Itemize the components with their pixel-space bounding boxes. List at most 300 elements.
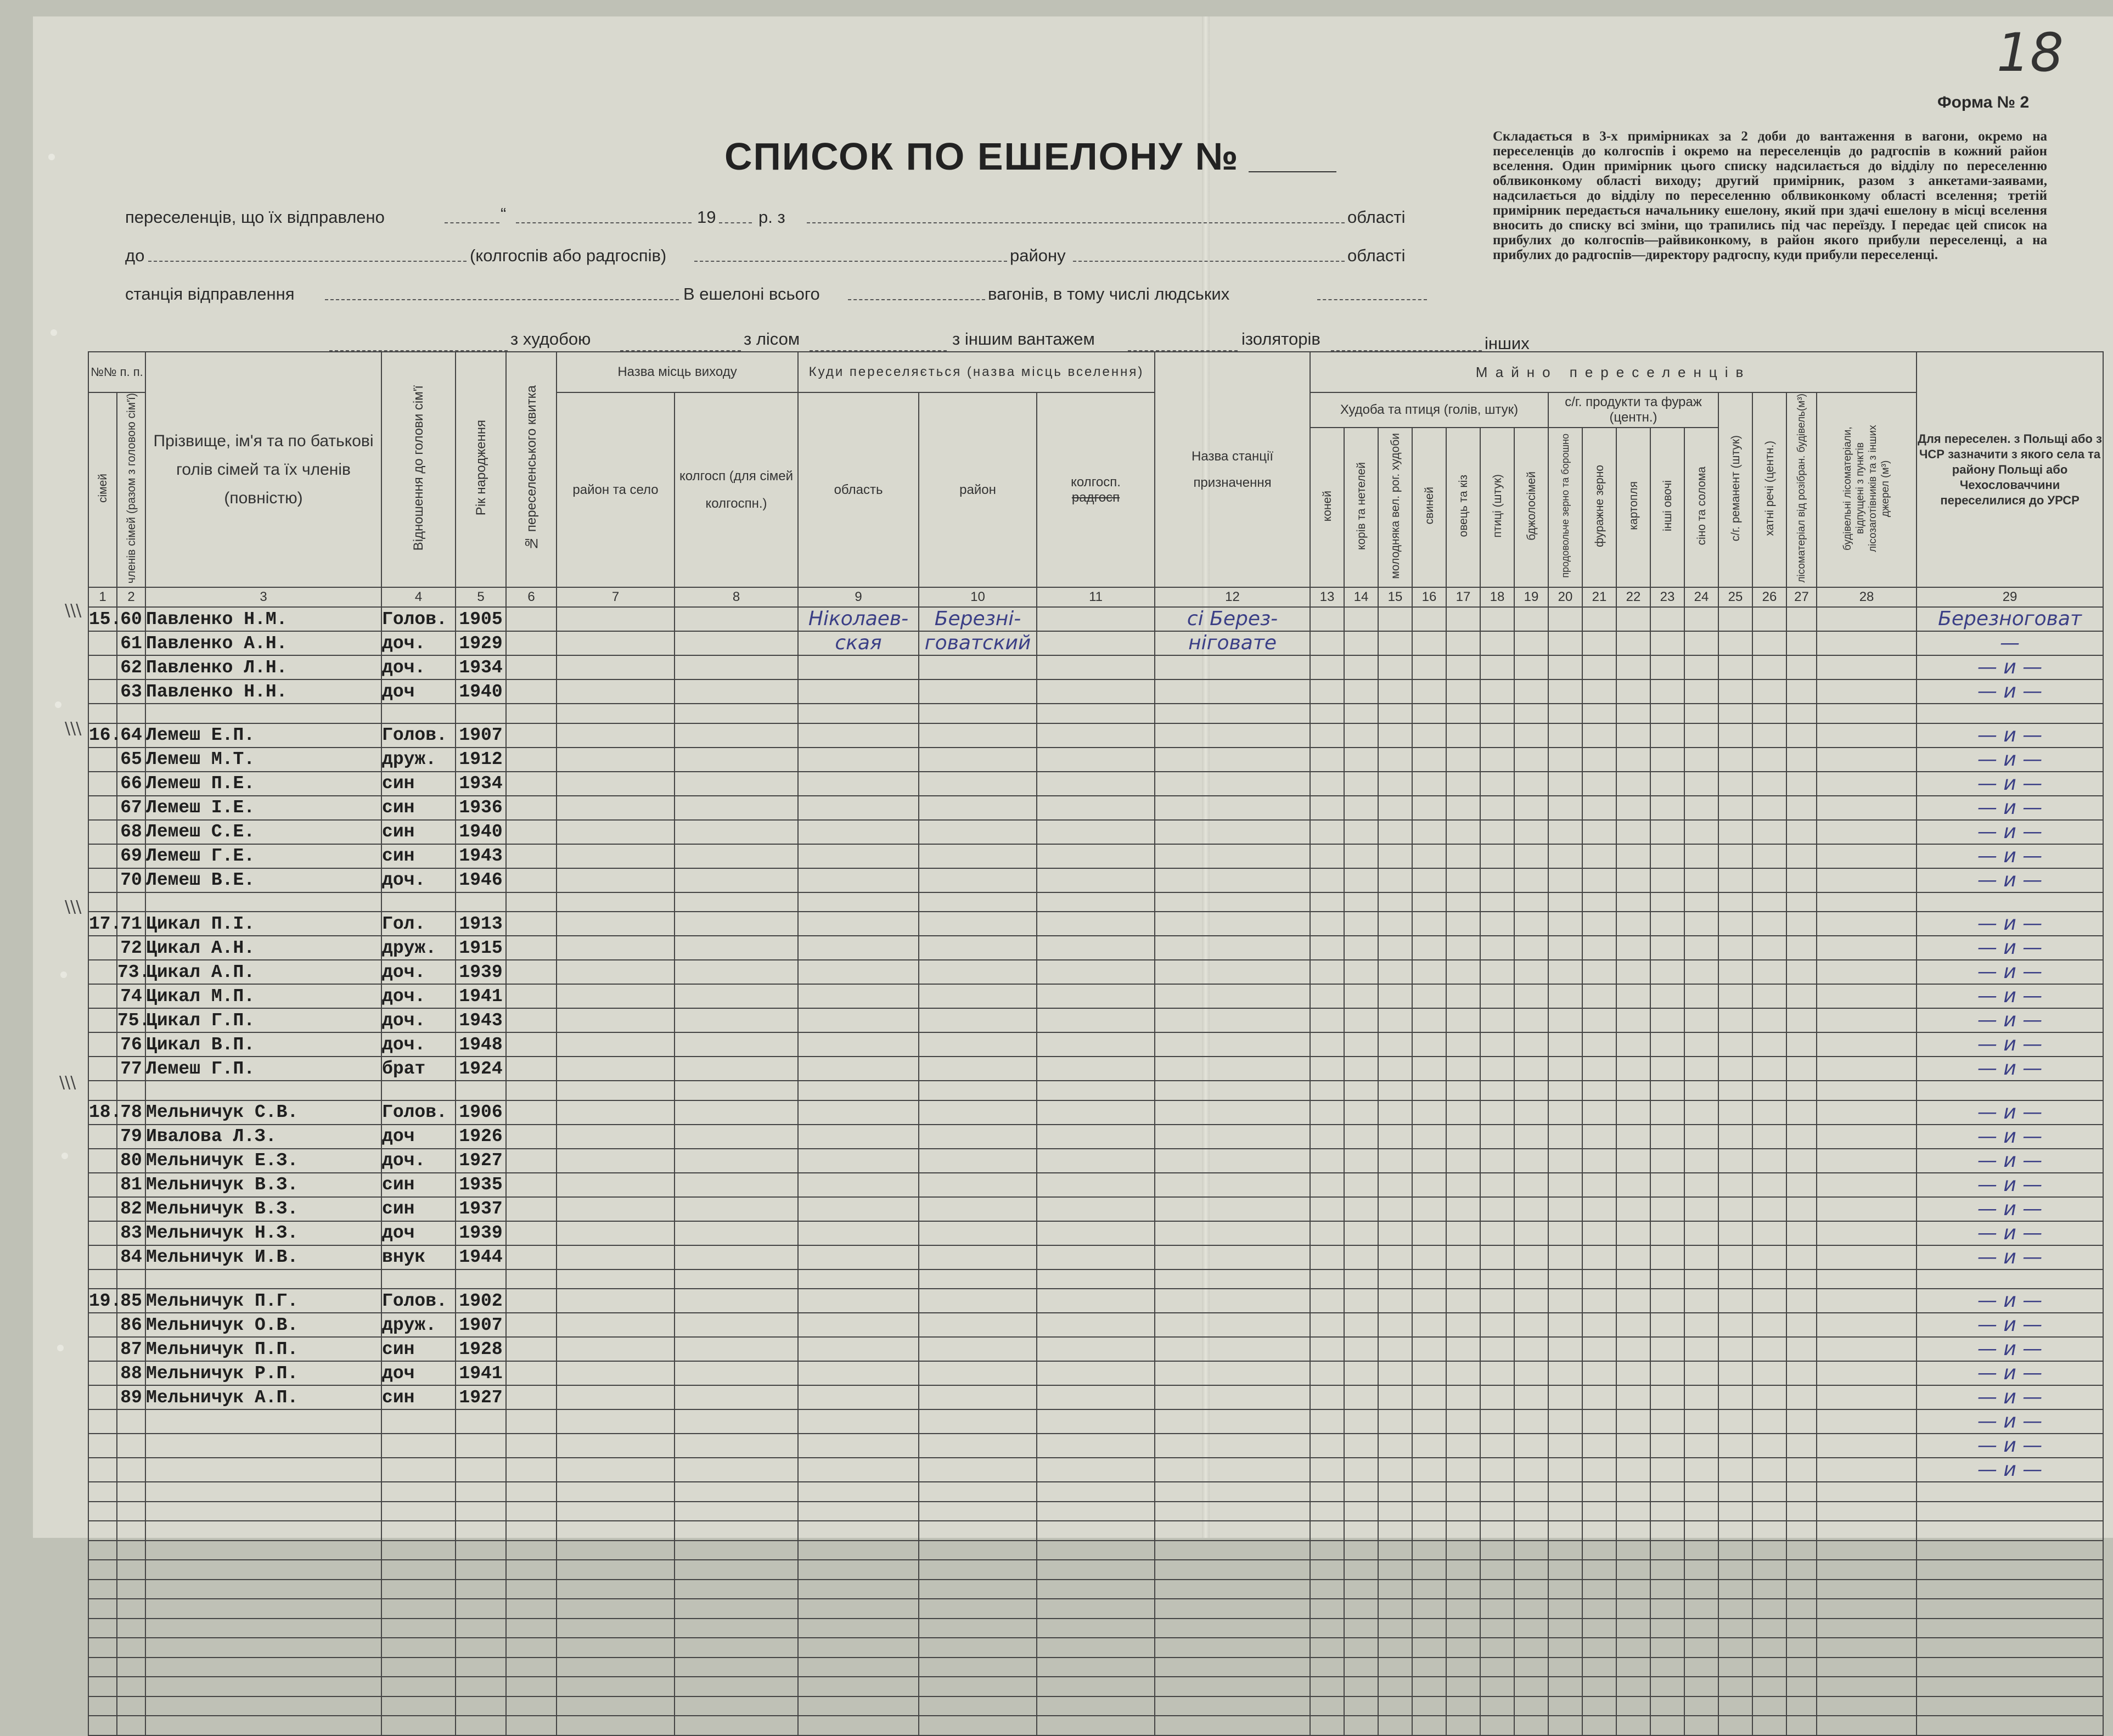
- poland-origin: — и —: [1917, 1100, 2103, 1125]
- poland-origin: — и —: [1917, 1197, 2103, 1221]
- property-cell: [1480, 1221, 1514, 1245]
- poland-origin: — и —: [1917, 1032, 2103, 1057]
- table-row: [88, 1100, 2103, 1125]
- property-cell: [1344, 1502, 1378, 1521]
- origin-village-cell: [557, 1337, 675, 1361]
- property-cell: [1378, 892, 1412, 912]
- origin-kolhosp-cell: [675, 748, 798, 772]
- property-cell: [1412, 631, 1446, 655]
- table-row: [88, 1458, 2103, 1482]
- property-cell: [1344, 1599, 1378, 1619]
- fill-line: [807, 222, 1345, 223]
- property-cell: [1817, 772, 1917, 796]
- birth-year: [456, 1638, 506, 1658]
- property-cell: [1514, 655, 1548, 679]
- dest-rayon: [919, 1409, 1037, 1434]
- ticket-cell: [506, 655, 557, 679]
- property-cell: [1412, 1361, 1446, 1385]
- origin-kolhosp-cell: [675, 1580, 798, 1599]
- column-number: 9: [798, 587, 919, 607]
- property-cell: [1412, 892, 1446, 912]
- column-number: 26: [1752, 587, 1786, 607]
- origin-village-cell: [557, 723, 675, 748]
- property-cell: [1378, 704, 1412, 723]
- relation: доч: [381, 1361, 456, 1385]
- property-cell: [1514, 796, 1548, 820]
- dest-kolhosp-cell: [1037, 1081, 1155, 1100]
- relation: доч: [381, 1125, 456, 1149]
- person-name: Лемеш М.Т.: [145, 748, 381, 772]
- property-cell: [1582, 1541, 1616, 1560]
- birth-year: [456, 1716, 506, 1735]
- property-cell: [1817, 984, 1917, 1008]
- property-cell: [1582, 796, 1616, 820]
- property-cell: [1817, 1032, 1917, 1057]
- table-row: [88, 1482, 2103, 1502]
- poland-origin: — и —: [1917, 868, 2103, 892]
- poland-origin: Березноговат: [1917, 607, 2103, 631]
- dest-kolhosp-cell: [1037, 1385, 1155, 1409]
- property-cell: [1752, 1008, 1786, 1032]
- origin-kolhosp-cell: [675, 655, 798, 679]
- property-cell: [1344, 1081, 1378, 1100]
- property-cell: [1480, 1289, 1514, 1313]
- table-row: [88, 936, 2103, 960]
- table-row: [88, 748, 2103, 772]
- property-cell: [1548, 1269, 1582, 1289]
- column-number: 16: [1412, 587, 1446, 607]
- member-number: 82: [117, 1197, 145, 1221]
- table-row: [88, 1125, 2103, 1149]
- person-name: Цикал П.І.: [145, 912, 381, 936]
- property-cell: [1412, 748, 1446, 772]
- property-cell: [1582, 1100, 1616, 1125]
- person-name: Ивалова Л.З.: [145, 1125, 381, 1149]
- property-cell: [1718, 1221, 1752, 1245]
- property-cell: [1378, 1677, 1412, 1696]
- relation: син: [381, 1385, 456, 1409]
- dest-oblast: [798, 1482, 919, 1502]
- poland-origin: — и —: [1917, 1008, 2103, 1032]
- property-cell: [1548, 1385, 1582, 1409]
- dest-rayon: [919, 1434, 1037, 1458]
- origin-kolhosp-cell: [675, 1337, 798, 1361]
- property-cell: [1514, 1458, 1548, 1482]
- property-cell: [1684, 1434, 1718, 1458]
- table-row: [88, 1269, 2103, 1289]
- property-cell: [1650, 1677, 1684, 1696]
- property-cell: [1718, 1245, 1752, 1269]
- col-origin-kolhosp: колгосп (для сімей колгоспн.): [675, 392, 798, 587]
- property-cell: [1817, 1521, 1917, 1541]
- property-cell: [1344, 912, 1378, 936]
- property-cell: [1548, 655, 1582, 679]
- property-cell: [1514, 772, 1548, 796]
- col-horses: коней: [1310, 428, 1344, 587]
- fill-line: [325, 299, 679, 300]
- property-cell: [1684, 723, 1718, 748]
- property-cell: [1718, 1716, 1752, 1735]
- dest-station: [1155, 1696, 1310, 1716]
- property-cell: [1514, 912, 1548, 936]
- property-cell: [1752, 1149, 1786, 1173]
- relation: Голов.: [381, 1289, 456, 1313]
- dest-oblast: [798, 1100, 919, 1125]
- property-cell: [1616, 1716, 1650, 1735]
- property-cell: [1582, 1409, 1616, 1434]
- column-number: 12: [1155, 587, 1310, 607]
- property-cell: [1817, 936, 1917, 960]
- poland-origin: — и —: [1917, 960, 2103, 984]
- property-cell: [1616, 1409, 1650, 1434]
- property-cell: [1548, 796, 1582, 820]
- dest-station: [1155, 1149, 1310, 1173]
- origin-village-cell: [557, 655, 675, 679]
- property-cell: [1752, 1560, 1786, 1580]
- property-cell: [1480, 844, 1514, 868]
- person-name: [145, 1580, 381, 1599]
- relation: [381, 1482, 456, 1502]
- property-cell: [1548, 1502, 1582, 1521]
- poland-origin: — и —: [1917, 820, 2103, 844]
- dest-rayon: [919, 1125, 1037, 1149]
- dest-station: [1155, 844, 1310, 868]
- property-cell: [1514, 723, 1548, 748]
- property-cell: [1344, 844, 1378, 868]
- origin-village-cell: [557, 1482, 675, 1502]
- member-number: 76: [117, 1032, 145, 1057]
- property-cell: [1310, 1008, 1344, 1032]
- property-cell: [1786, 1502, 1817, 1521]
- dest-kolhosp-cell: [1037, 1619, 1155, 1638]
- dest-station: [1155, 1125, 1310, 1149]
- property-cell: [1817, 1313, 1917, 1337]
- column-number: 8: [675, 587, 798, 607]
- poland-origin: [1917, 1696, 2103, 1716]
- poland-origin: — и —: [1917, 1313, 2103, 1337]
- property-cell: [1582, 1482, 1616, 1502]
- settlers-table: [88, 351, 2104, 1736]
- member-number: 72: [117, 936, 145, 960]
- dest-oblast: [798, 1173, 919, 1197]
- property-cell: [1616, 1057, 1650, 1081]
- property-cell: [1446, 912, 1480, 936]
- property-cell: [1480, 1638, 1514, 1658]
- property-cell: [1310, 1100, 1344, 1125]
- dest-rayon: [919, 796, 1037, 820]
- column-number: 24: [1684, 587, 1718, 607]
- property-cell: [1514, 1245, 1548, 1269]
- property-cell: [1480, 1008, 1514, 1032]
- property-cell: [1718, 820, 1752, 844]
- person-name: [145, 1658, 381, 1677]
- property-cell: [1650, 1197, 1684, 1221]
- property-cell: [1786, 1100, 1817, 1125]
- property-cell: [1582, 1008, 1616, 1032]
- property-cell: [1616, 1313, 1650, 1337]
- dest-station: [1155, 1409, 1310, 1434]
- property-cell: [1616, 748, 1650, 772]
- origin-village-cell: [557, 1434, 675, 1458]
- property-cell: [1616, 1560, 1650, 1580]
- property-cell: [1514, 1149, 1548, 1173]
- property-cell: [1817, 820, 1917, 844]
- dest-station: [1155, 1100, 1310, 1125]
- origin-kolhosp-cell: [675, 960, 798, 984]
- property-cell: [1786, 1221, 1817, 1245]
- property-cell: [1310, 1197, 1344, 1221]
- ticket-cell: [506, 1337, 557, 1361]
- property-cell: [1412, 1173, 1446, 1197]
- dest-station: [1155, 1197, 1310, 1221]
- family-number: [88, 1696, 117, 1716]
- origin-kolhosp-cell: [675, 1458, 798, 1482]
- property-cell: [1752, 892, 1786, 912]
- dest-kolhosp-cell: [1037, 1716, 1155, 1735]
- relation: [381, 1599, 456, 1619]
- property-cell: [1650, 1599, 1684, 1619]
- member-number: 67: [117, 796, 145, 820]
- origin-village-cell: [557, 1502, 675, 1521]
- ticket-cell: [506, 1409, 557, 1434]
- property-cell: [1718, 868, 1752, 892]
- relation: Голов.: [381, 607, 456, 631]
- col-poland: Для переселен. з Польщі або з ЧСР зазначити з якого села та району Польщі або Чехословаччини переселилися до УРСР: [1917, 352, 2103, 587]
- property-cell: [1817, 796, 1917, 820]
- property-cell: [1412, 1434, 1446, 1458]
- property-cell: [1616, 912, 1650, 936]
- relation: син: [381, 772, 456, 796]
- property-cell: [1786, 796, 1817, 820]
- col-cows: корів та нетелей: [1344, 428, 1378, 587]
- property-cell: [1616, 1149, 1650, 1173]
- property-cell: [1480, 1560, 1514, 1580]
- property-cell: [1684, 1361, 1718, 1385]
- dest-kolhosp-cell: [1037, 912, 1155, 936]
- relation: брат: [381, 1057, 456, 1081]
- property-cell: [1514, 1677, 1548, 1696]
- property-cell: [1582, 892, 1616, 912]
- property-cell: [1480, 960, 1514, 984]
- col-household: хатні речі (центн.): [1752, 392, 1786, 587]
- col-station: Назва станції призначення: [1155, 352, 1310, 587]
- dest-oblast: [798, 772, 919, 796]
- property-cell: [1446, 1560, 1480, 1580]
- property-cell: [1752, 772, 1786, 796]
- birth-year: [456, 1458, 506, 1482]
- table-row: [88, 607, 2103, 631]
- family-number: [88, 1458, 117, 1482]
- ticket-cell: [506, 1541, 557, 1560]
- property-cell: [1344, 936, 1378, 960]
- property-cell: [1684, 607, 1718, 631]
- check-mark: \\\: [59, 1073, 76, 1092]
- property-cell: [1446, 1521, 1480, 1541]
- dest-oblast: [798, 1149, 919, 1173]
- family-number: [88, 1173, 117, 1197]
- birth-year: [456, 1269, 506, 1289]
- property-cell: [1582, 1458, 1616, 1482]
- dest-oblast: [798, 1580, 919, 1599]
- property-cell: [1548, 1677, 1582, 1696]
- dest-oblast: [798, 868, 919, 892]
- property-cell: [1548, 1313, 1582, 1337]
- origin-kolhosp-cell: [675, 1677, 798, 1696]
- property-cell: [1446, 1361, 1480, 1385]
- origin-village-cell: [557, 1081, 675, 1100]
- property-cell: [1548, 772, 1582, 796]
- person-name: [145, 1696, 381, 1716]
- member-number: 69: [117, 844, 145, 868]
- ticket-cell: [506, 679, 557, 704]
- property-cell: [1446, 1313, 1480, 1337]
- member-number: [117, 1482, 145, 1502]
- property-cell: [1480, 1125, 1514, 1149]
- property-cell: [1310, 984, 1344, 1008]
- column-numbers-row: [88, 587, 2103, 607]
- origin-village-cell: [557, 1173, 675, 1197]
- property-cell: [1650, 1541, 1684, 1560]
- property-cell: [1752, 1245, 1786, 1269]
- poland-origin: [1917, 1482, 2103, 1502]
- property-cell: [1446, 1385, 1480, 1409]
- dest-station: [1155, 655, 1310, 679]
- property-cell: [1548, 748, 1582, 772]
- property-cell: [1684, 1716, 1718, 1735]
- property-cell: [1412, 607, 1446, 631]
- ticket-cell: [506, 631, 557, 655]
- dest-kolhosp-cell: [1037, 1008, 1155, 1032]
- table-row: [88, 868, 2103, 892]
- property-cell: [1412, 655, 1446, 679]
- origin-kolhosp-cell: [675, 1434, 798, 1458]
- birth-year: [456, 1599, 506, 1619]
- property-cell: [1752, 723, 1786, 748]
- column-number: 13: [1310, 587, 1344, 607]
- property-cell: [1412, 1482, 1446, 1502]
- property-cell: [1752, 607, 1786, 631]
- table-row: [88, 723, 2103, 748]
- origin-kolhosp-cell: [675, 936, 798, 960]
- dest-rayon: [919, 1361, 1037, 1385]
- dest-station: [1155, 1521, 1310, 1541]
- dest-kolhosp-cell: [1037, 723, 1155, 748]
- property-cell: [1310, 1313, 1344, 1337]
- property-cell: [1718, 1677, 1752, 1696]
- relation: доч: [381, 1221, 456, 1245]
- property-cell: [1817, 631, 1917, 655]
- dest-kolhosp-cell: [1037, 1658, 1155, 1677]
- member-number: [117, 1521, 145, 1541]
- property-cell: [1480, 1502, 1514, 1521]
- poland-origin: — и —: [1917, 1173, 2103, 1197]
- property-cell: [1378, 1658, 1412, 1677]
- birth-year: 1939: [456, 1221, 506, 1245]
- property-cell: [1786, 1269, 1817, 1289]
- property-cell: [1514, 1482, 1548, 1502]
- relation: Гол.: [381, 912, 456, 936]
- property-cell: [1446, 607, 1480, 631]
- dest-kolhosp-cell: [1037, 1100, 1155, 1125]
- property-cell: [1786, 868, 1817, 892]
- origin-kolhosp-cell: [675, 679, 798, 704]
- dest-station: [1155, 1580, 1310, 1599]
- dest-station: [1155, 936, 1310, 960]
- header-isolators: ізоляторів: [1241, 329, 1320, 349]
- property-cell: [1718, 1560, 1752, 1580]
- property-cell: [1378, 1638, 1412, 1658]
- person-name: Мельничук О.В.: [145, 1313, 381, 1337]
- birth-year: 1943: [456, 1008, 506, 1032]
- property-cell: [1344, 631, 1378, 655]
- header-oblast-2: області: [1347, 246, 1406, 265]
- dest-oblast: [798, 1361, 919, 1385]
- dest-kolhosp-cell: [1037, 1696, 1155, 1716]
- property-cell: [1650, 1580, 1684, 1599]
- property-cell: [1412, 1521, 1446, 1541]
- property-cell: [1786, 1245, 1817, 1269]
- property-cell: [1616, 607, 1650, 631]
- property-cell: [1446, 1289, 1480, 1313]
- property-cell: [1344, 1409, 1378, 1434]
- property-cell: [1344, 1482, 1378, 1502]
- header-other-cargo: з іншим вантажем: [952, 329, 1095, 349]
- property-cell: [1582, 1638, 1616, 1658]
- property-cell: [1514, 1289, 1548, 1313]
- property-cell: [1480, 772, 1514, 796]
- property-cell: [1548, 912, 1582, 936]
- dest-rayon: [919, 679, 1037, 704]
- property-cell: [1786, 1385, 1817, 1409]
- property-cell: [1817, 1149, 1917, 1173]
- property-cell: [1650, 1521, 1684, 1541]
- property-cell: [1310, 704, 1344, 723]
- poland-origin: — и —: [1917, 679, 2103, 704]
- family-number: [88, 936, 117, 960]
- property-cell: [1616, 844, 1650, 868]
- property-cell: [1786, 1149, 1817, 1173]
- dest-kolhosp-cell: [1037, 892, 1155, 912]
- poland-origin: [1917, 1560, 2103, 1580]
- table-row: [88, 960, 2103, 984]
- origin-kolhosp-cell: [675, 796, 798, 820]
- property-cell: [1684, 1541, 1718, 1560]
- property-cell: [1650, 1245, 1684, 1269]
- property-cell: [1412, 844, 1446, 868]
- property-cell: [1412, 868, 1446, 892]
- fill-line: [445, 222, 499, 223]
- property-cell: [1616, 1482, 1650, 1502]
- property-cell: [1817, 1221, 1917, 1245]
- person-name: Мельничук Р.П.: [145, 1361, 381, 1385]
- family-number: [88, 868, 117, 892]
- property-cell: [1514, 1057, 1548, 1081]
- property-cell: [1650, 984, 1684, 1008]
- property-cell: [1446, 1716, 1480, 1735]
- property-cell: [1344, 1289, 1378, 1313]
- property-cell: [1616, 704, 1650, 723]
- property-cell: [1786, 1716, 1817, 1735]
- dest-rayon: [919, 1619, 1037, 1638]
- property-cell: [1718, 704, 1752, 723]
- property-cell: [1446, 723, 1480, 748]
- person-name: Лемеш Г.П.: [145, 1057, 381, 1081]
- table-row: [88, 912, 2103, 936]
- poland-origin: — и —: [1917, 1057, 2103, 1081]
- property-cell: [1817, 1482, 1917, 1502]
- property-cell: [1817, 1173, 1917, 1197]
- property-cell: [1378, 679, 1412, 704]
